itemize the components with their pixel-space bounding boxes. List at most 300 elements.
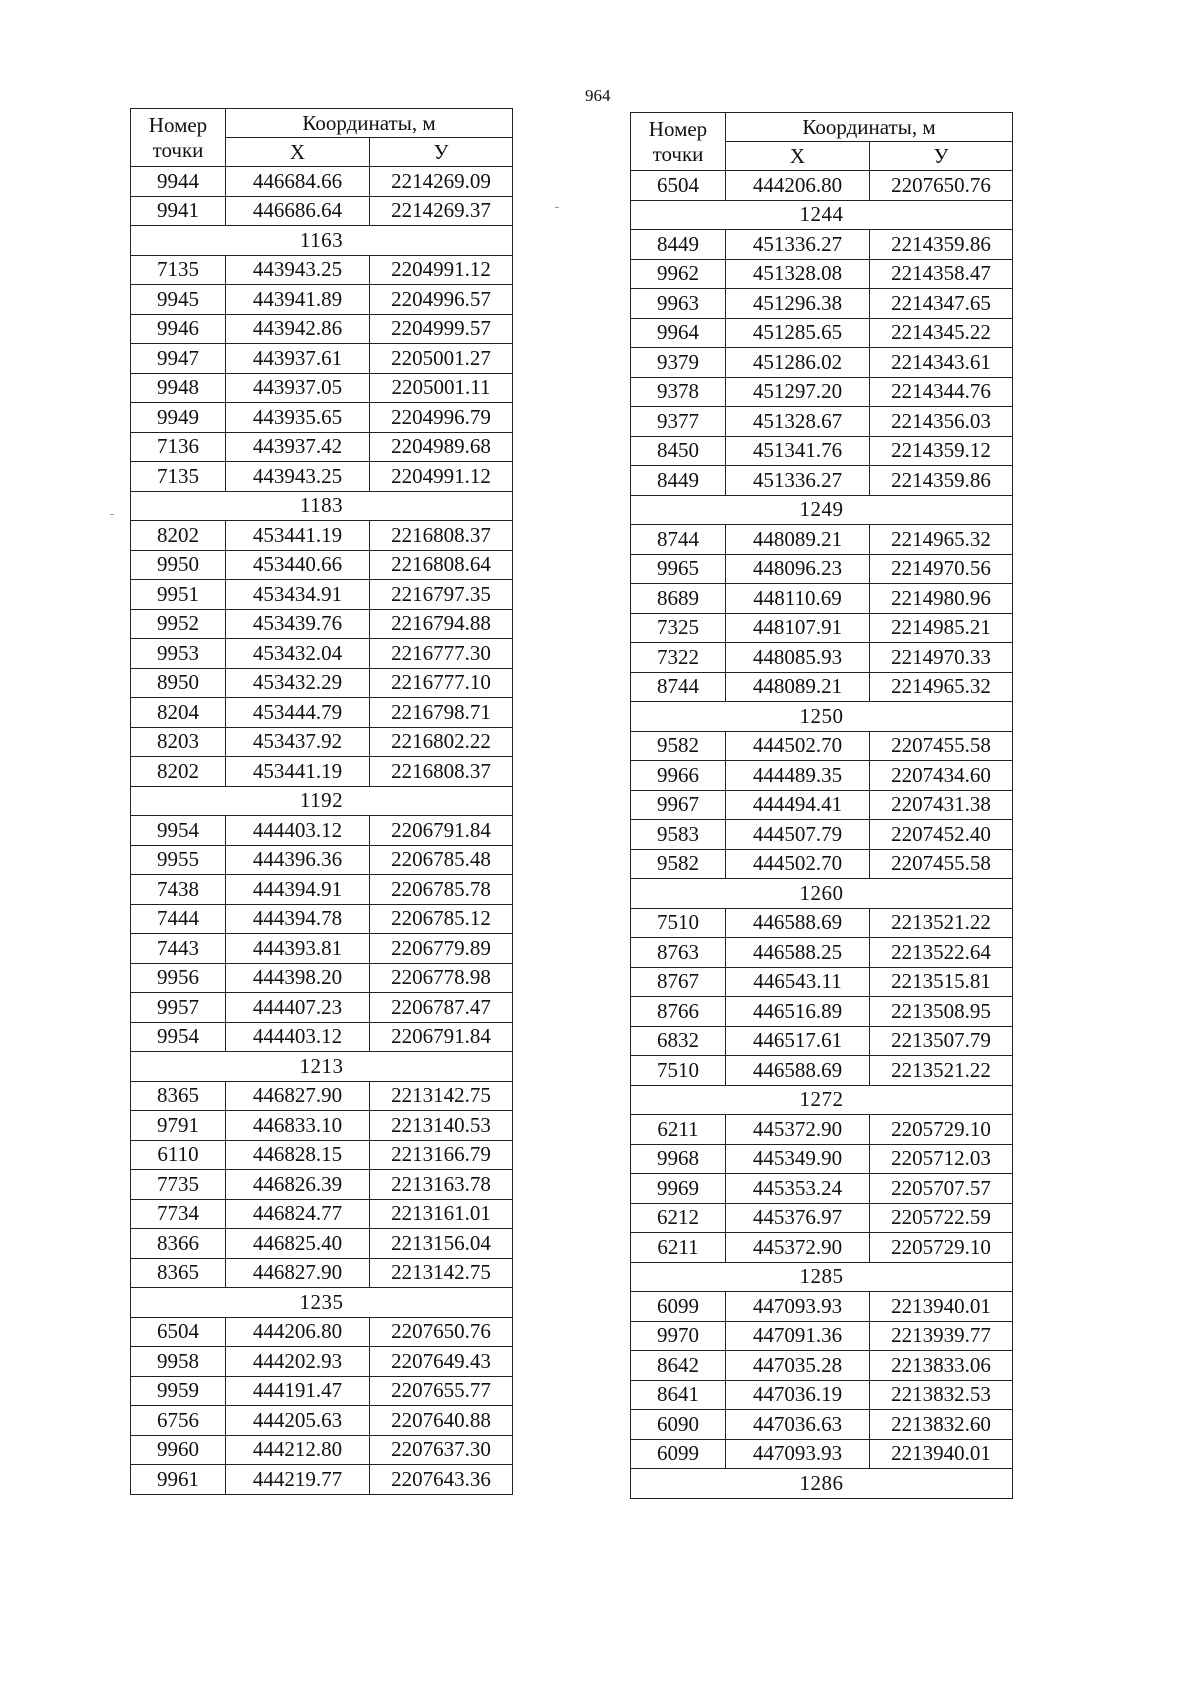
section-number: 1249	[631, 495, 1013, 525]
point-number-cell: 6211	[631, 1115, 726, 1145]
point-number-cell: 9963	[631, 289, 726, 319]
point-number-cell: 9949	[131, 403, 226, 433]
point-number-cell: 7438	[131, 875, 226, 905]
table-row	[131, 521, 513, 551]
point-number-cell: 9379	[631, 348, 726, 378]
x-coordinate-cell: 445353.24	[726, 1174, 870, 1204]
table-row	[631, 1351, 1013, 1381]
x-coordinate-cell: 444205.63	[226, 1406, 370, 1436]
point-number-cell: 6756	[131, 1406, 226, 1436]
point-number-cell: 7443	[131, 934, 226, 964]
table-row	[631, 1026, 1013, 1056]
table-row	[631, 790, 1013, 820]
y-coordinate-cell: 2214345.22	[870, 318, 1013, 348]
coordinates-header: Координаты, м	[726, 113, 1013, 142]
y-coordinate-cell: 2206785.48	[370, 845, 513, 875]
coordinates-header: Координаты, м	[226, 109, 513, 138]
y-coordinate-cell: 2207643.36	[370, 1465, 513, 1495]
y-coordinate-cell: 2206785.12	[370, 904, 513, 934]
point-number-cell: 6090	[631, 1410, 726, 1440]
table-row	[631, 613, 1013, 643]
table-row	[131, 1347, 513, 1377]
scan-mark	[555, 207, 559, 208]
table-body-left	[131, 167, 513, 1495]
x-coordinate-cell: 444398.20	[226, 963, 370, 993]
x-coordinate-cell: 446828.15	[226, 1140, 370, 1170]
x-coordinate-cell: 446827.90	[226, 1081, 370, 1111]
x-coordinate-cell: 453441.19	[226, 757, 370, 787]
y-coordinate-cell: 2206778.98	[370, 963, 513, 993]
y-coordinate-cell: 2205712.03	[870, 1144, 1013, 1174]
x-coordinate-cell: 446588.69	[726, 908, 870, 938]
point-number-cell: 9948	[131, 373, 226, 403]
table-row	[631, 259, 1013, 289]
point-number-cell: 8449	[631, 466, 726, 496]
y-coordinate-cell: 2214269.37	[370, 196, 513, 226]
point-number-cell: 9791	[131, 1111, 226, 1141]
section-row	[631, 879, 1013, 909]
table-row	[631, 1292, 1013, 1322]
table-row	[131, 550, 513, 580]
y-coordinate-cell: 2213833.06	[870, 1351, 1013, 1381]
y-coordinate-cell: 2207431.38	[870, 790, 1013, 820]
x-coordinate-cell: 443937.05	[226, 373, 370, 403]
point-number-cell: 9969	[631, 1174, 726, 1204]
point-number-cell: 9951	[131, 580, 226, 610]
x-coordinate-cell: 444219.77	[226, 1465, 370, 1495]
table-row	[631, 731, 1013, 761]
point-number-cell: 9964	[631, 318, 726, 348]
table-row	[631, 997, 1013, 1027]
y-coordinate-cell: 2205722.59	[870, 1203, 1013, 1233]
table-row	[131, 816, 513, 846]
point-number-cell: 9970	[631, 1321, 726, 1351]
x-coordinate-cell: 446588.69	[726, 1056, 870, 1086]
x-coordinate-cell: 453432.29	[226, 668, 370, 698]
y-coordinate-cell: 2213522.64	[870, 938, 1013, 968]
section-row	[131, 226, 513, 256]
y-coordinate-cell: 2216802.22	[370, 727, 513, 757]
x-coordinate-cell: 447036.63	[726, 1410, 870, 1440]
y-coordinate-cell: 2214965.32	[870, 525, 1013, 555]
table-row	[631, 1380, 1013, 1410]
table-row	[131, 1229, 513, 1259]
x-coordinate-cell: 444202.93	[226, 1347, 370, 1377]
x-coordinate-cell: 453437.92	[226, 727, 370, 757]
x-coordinate-cell: 443943.25	[226, 462, 370, 492]
point-number-cell: 9966	[631, 761, 726, 791]
point-number-cell: 6099	[631, 1439, 726, 1469]
point-number-cell: 9968	[631, 1144, 726, 1174]
point-number-cell: 8766	[631, 997, 726, 1027]
table-row	[131, 727, 513, 757]
y-coordinate-cell: 2207649.43	[370, 1347, 513, 1377]
point-number-cell: 9960	[131, 1435, 226, 1465]
x-coordinate-cell: 444394.78	[226, 904, 370, 934]
point-number-cell: 8450	[631, 436, 726, 466]
y-coordinate-cell: 2213166.79	[370, 1140, 513, 1170]
y-coordinate-cell: 2204996.79	[370, 403, 513, 433]
point-number-cell: 7734	[131, 1199, 226, 1229]
y-coordinate-cell: 2214970.33	[870, 643, 1013, 673]
table-row	[631, 761, 1013, 791]
x-coordinate-cell: 443937.61	[226, 344, 370, 374]
table-row	[631, 554, 1013, 584]
y-coordinate-cell: 2207650.76	[370, 1317, 513, 1347]
y-coordinate-cell: 2214985.21	[870, 613, 1013, 643]
table-row	[131, 580, 513, 610]
section-number: 1250	[631, 702, 1013, 732]
y-coordinate-cell: 2216777.30	[370, 639, 513, 669]
point-number-cell: 9965	[631, 554, 726, 584]
section-row	[631, 200, 1013, 230]
section-number: 1183	[131, 491, 513, 521]
point-number-cell: 7325	[631, 613, 726, 643]
x-coordinate-cell: 446516.89	[726, 997, 870, 1027]
table-row	[631, 672, 1013, 702]
table-row	[131, 934, 513, 964]
y-column-header: У	[870, 142, 1013, 171]
x-coordinate-cell: 446824.77	[226, 1199, 370, 1229]
y-coordinate-cell: 2207650.76	[870, 171, 1013, 201]
x-coordinate-cell: 444502.70	[726, 849, 870, 879]
table-row	[131, 639, 513, 669]
table-row	[131, 462, 513, 492]
point-number-cell: 8203	[131, 727, 226, 757]
table-row	[631, 643, 1013, 673]
y-coordinate-cell: 2204991.12	[370, 462, 513, 492]
x-coordinate-cell: 453434.91	[226, 580, 370, 610]
point-number-cell: 9959	[131, 1376, 226, 1406]
table-row	[131, 196, 513, 226]
x-coordinate-cell: 451328.08	[726, 259, 870, 289]
x-coordinate-cell: 451328.67	[726, 407, 870, 437]
x-coordinate-cell: 444212.80	[226, 1435, 370, 1465]
table-row	[131, 344, 513, 374]
y-coordinate-cell: 2214970.56	[870, 554, 1013, 584]
y-coordinate-cell: 2207655.77	[370, 1376, 513, 1406]
section-number: 1286	[631, 1469, 1013, 1499]
y-coordinate-cell: 2206791.84	[370, 816, 513, 846]
point-number-cell: 9946	[131, 314, 226, 344]
point-number-cell: 9941	[131, 196, 226, 226]
y-coordinate-cell: 2205001.11	[370, 373, 513, 403]
point-number-cell: 7135	[131, 255, 226, 285]
x-coordinate-cell: 448085.93	[726, 643, 870, 673]
x-coordinate-cell: 453444.79	[226, 698, 370, 728]
y-coordinate-cell: 2213140.53	[370, 1111, 513, 1141]
section-row	[631, 495, 1013, 525]
y-coordinate-cell: 2204999.57	[370, 314, 513, 344]
point-number-cell: 7510	[631, 908, 726, 938]
point-number-cell: 9953	[131, 639, 226, 669]
section-number: 1285	[631, 1262, 1013, 1292]
x-coordinate-cell: 443941.89	[226, 285, 370, 315]
table-row	[131, 1022, 513, 1052]
table-row	[631, 436, 1013, 466]
x-coordinate-cell: 453440.66	[226, 550, 370, 580]
point-number-cell: 8202	[131, 521, 226, 551]
y-coordinate-cell: 2216808.37	[370, 521, 513, 551]
section-number: 1163	[131, 226, 513, 256]
point-number-cell: 8744	[631, 525, 726, 555]
y-coordinate-cell: 2216808.64	[370, 550, 513, 580]
x-coordinate-cell: 448089.21	[726, 672, 870, 702]
table-row	[631, 1203, 1013, 1233]
table-row	[131, 963, 513, 993]
y-coordinate-cell: 2213521.22	[870, 1056, 1013, 1086]
y-coordinate-cell: 2207455.58	[870, 731, 1013, 761]
x-coordinate-cell: 451285.65	[726, 318, 870, 348]
y-coordinate-cell: 2214359.86	[870, 466, 1013, 496]
point-number-cell: 9947	[131, 344, 226, 374]
x-coordinate-cell: 445349.90	[726, 1144, 870, 1174]
y-coordinate-cell: 2205729.10	[870, 1115, 1013, 1145]
x-coordinate-cell: 446686.64	[226, 196, 370, 226]
table-row	[631, 820, 1013, 850]
coordinates-table-left	[130, 108, 513, 1495]
table-row	[631, 1410, 1013, 1440]
x-coordinate-cell: 447036.19	[726, 1380, 870, 1410]
point-number-cell: 7735	[131, 1170, 226, 1200]
point-number-cell: 6211	[631, 1233, 726, 1263]
table-row	[131, 668, 513, 698]
y-coordinate-cell: 2214343.61	[870, 348, 1013, 378]
point-number-cell: 6504	[131, 1317, 226, 1347]
table-row	[131, 993, 513, 1023]
x-coordinate-cell: 445376.97	[726, 1203, 870, 1233]
x-coordinate-cell: 447093.93	[726, 1292, 870, 1322]
x-coordinate-cell: 448089.21	[726, 525, 870, 555]
point-number-cell: 9582	[631, 849, 726, 879]
point-number-cell: 9957	[131, 993, 226, 1023]
x-coordinate-cell: 445372.90	[726, 1233, 870, 1263]
table-row	[131, 314, 513, 344]
table-row	[631, 938, 1013, 968]
point-number-cell: 7444	[131, 904, 226, 934]
y-coordinate-cell: 2206779.89	[370, 934, 513, 964]
x-coordinate-cell: 453441.19	[226, 521, 370, 551]
table-row	[631, 1115, 1013, 1145]
table-row	[631, 908, 1013, 938]
table-row	[631, 466, 1013, 496]
y-coordinate-cell: 2213142.75	[370, 1258, 513, 1288]
section-row	[631, 1085, 1013, 1115]
point-number-cell: 9967	[631, 790, 726, 820]
x-coordinate-cell: 446684.66	[226, 167, 370, 197]
x-coordinate-cell: 451296.38	[726, 289, 870, 319]
y-coordinate-cell: 2214359.86	[870, 230, 1013, 260]
x-coordinate-cell: 447091.36	[726, 1321, 870, 1351]
point-number-header: Номер точки	[631, 113, 726, 171]
y-coordinate-cell: 2214965.32	[870, 672, 1013, 702]
y-coordinate-cell: 2213832.60	[870, 1410, 1013, 1440]
table-row	[131, 1376, 513, 1406]
y-coordinate-cell: 2207455.58	[870, 849, 1013, 879]
table-row	[631, 849, 1013, 879]
section-number: 1213	[131, 1052, 513, 1082]
section-number: 1192	[131, 786, 513, 816]
section-row	[631, 702, 1013, 732]
table-row	[631, 348, 1013, 378]
y-coordinate-cell: 2213508.95	[870, 997, 1013, 1027]
x-coordinate-cell: 446517.61	[726, 1026, 870, 1056]
x-coordinate-cell: 448110.69	[726, 584, 870, 614]
table-row	[131, 432, 513, 462]
x-coordinate-cell: 444502.70	[726, 731, 870, 761]
point-number-cell: 8641	[631, 1380, 726, 1410]
table-row	[631, 230, 1013, 260]
x-coordinate-cell: 444403.12	[226, 816, 370, 846]
point-number-cell: 9950	[131, 550, 226, 580]
y-coordinate-cell: 2213142.75	[370, 1081, 513, 1111]
x-coordinate-cell: 443942.86	[226, 314, 370, 344]
point-number-cell: 9377	[631, 407, 726, 437]
x-coordinate-cell: 451297.20	[726, 377, 870, 407]
table-row	[631, 584, 1013, 614]
x-coordinate-cell: 444394.91	[226, 875, 370, 905]
table-row	[131, 609, 513, 639]
page-number: 964	[585, 86, 611, 105]
point-number-cell: 8204	[131, 698, 226, 728]
table-body-right	[631, 171, 1013, 1499]
x-coordinate-cell: 444206.80	[226, 1317, 370, 1347]
table-row	[131, 403, 513, 433]
x-column-header: X	[726, 142, 870, 171]
y-coordinate-cell: 2214358.47	[870, 259, 1013, 289]
x-coordinate-cell: 444393.81	[226, 934, 370, 964]
point-number-cell: 8950	[131, 668, 226, 698]
y-coordinate-cell: 2213521.22	[870, 908, 1013, 938]
x-coordinate-cell: 444407.23	[226, 993, 370, 1023]
table-row	[631, 1321, 1013, 1351]
point-number-cell: 6212	[631, 1203, 726, 1233]
table-row	[131, 904, 513, 934]
point-number-cell: 9945	[131, 285, 226, 315]
x-coordinate-cell: 444403.12	[226, 1022, 370, 1052]
point-number-cell: 8365	[131, 1258, 226, 1288]
section-row	[131, 786, 513, 816]
y-coordinate-cell: 2206787.47	[370, 993, 513, 1023]
y-coordinate-cell: 2214356.03	[870, 407, 1013, 437]
x-coordinate-cell: 448096.23	[726, 554, 870, 584]
x-coordinate-cell: 451336.27	[726, 466, 870, 496]
x-coordinate-cell: 443943.25	[226, 255, 370, 285]
y-coordinate-cell: 2204991.12	[370, 255, 513, 285]
table-row	[131, 1199, 513, 1229]
x-coordinate-cell: 451286.02	[726, 348, 870, 378]
table-row	[631, 1144, 1013, 1174]
y-coordinate-cell: 2207637.30	[370, 1435, 513, 1465]
table-row	[131, 1140, 513, 1170]
table-row	[631, 1174, 1013, 1204]
section-row	[631, 1469, 1013, 1499]
table-row	[131, 845, 513, 875]
y-coordinate-cell: 2213161.01	[370, 1199, 513, 1229]
point-number-cell: 9582	[631, 731, 726, 761]
x-coordinate-cell: 446825.40	[226, 1229, 370, 1259]
y-coordinate-cell: 2216808.37	[370, 757, 513, 787]
point-number-cell: 9956	[131, 963, 226, 993]
point-number-cell: 6504	[631, 171, 726, 201]
x-coordinate-cell: 448107.91	[726, 613, 870, 643]
y-coordinate-cell: 2216798.71	[370, 698, 513, 728]
coordinates-table-right	[630, 112, 1013, 1499]
point-number-header: Номер точки	[131, 109, 226, 167]
point-number-cell: 8202	[131, 757, 226, 787]
point-number-cell: 9378	[631, 377, 726, 407]
y-coordinate-cell: 2213939.77	[870, 1321, 1013, 1351]
x-coordinate-cell: 451336.27	[726, 230, 870, 260]
x-coordinate-cell: 444494.41	[726, 790, 870, 820]
point-number-cell: 9962	[631, 259, 726, 289]
point-number-cell: 8366	[131, 1229, 226, 1259]
x-coordinate-cell: 446826.39	[226, 1170, 370, 1200]
point-number-cell: 7136	[131, 432, 226, 462]
point-number-cell: 9961	[131, 1465, 226, 1495]
y-coordinate-cell: 2213515.81	[870, 967, 1013, 997]
y-coordinate-cell: 2205001.27	[370, 344, 513, 374]
table-row	[631, 1439, 1013, 1469]
x-column-header: X	[226, 138, 370, 167]
x-coordinate-cell: 453439.76	[226, 609, 370, 639]
table-row	[631, 377, 1013, 407]
table-row	[131, 757, 513, 787]
table-row	[131, 875, 513, 905]
table-row	[631, 289, 1013, 319]
point-number-cell: 8763	[631, 938, 726, 968]
table-row	[131, 1435, 513, 1465]
point-number-cell: 6099	[631, 1292, 726, 1322]
table-row	[131, 285, 513, 315]
x-coordinate-cell: 444191.47	[226, 1376, 370, 1406]
table-row	[131, 1258, 513, 1288]
point-number-cell: 8365	[131, 1081, 226, 1111]
y-coordinate-cell: 2213163.78	[370, 1170, 513, 1200]
table-row	[131, 255, 513, 285]
table-row	[131, 1317, 513, 1347]
y-coordinate-cell: 2216777.10	[370, 668, 513, 698]
y-coordinate-cell: 2206785.78	[370, 875, 513, 905]
point-number-cell: 8689	[631, 584, 726, 614]
point-number-cell: 7135	[131, 462, 226, 492]
table-row	[131, 1111, 513, 1141]
table-row	[631, 967, 1013, 997]
table-row	[631, 318, 1013, 348]
table-row	[631, 525, 1013, 555]
y-coordinate-cell: 2214359.12	[870, 436, 1013, 466]
scan-mark	[110, 514, 114, 515]
point-number-cell: 9583	[631, 820, 726, 850]
section-row	[131, 1288, 513, 1318]
y-coordinate-cell: 2214269.09	[370, 167, 513, 197]
point-number-cell: 8744	[631, 672, 726, 702]
point-number-cell: 7322	[631, 643, 726, 673]
section-number: 1235	[131, 1288, 513, 1318]
x-coordinate-cell: 446543.11	[726, 967, 870, 997]
point-number-cell: 9952	[131, 609, 226, 639]
table-row	[131, 1170, 513, 1200]
x-coordinate-cell: 444489.35	[726, 761, 870, 791]
x-coordinate-cell: 446833.10	[226, 1111, 370, 1141]
x-coordinate-cell: 445372.90	[726, 1115, 870, 1145]
section-row	[131, 1052, 513, 1082]
point-number-cell: 8767	[631, 967, 726, 997]
point-number-cell: 8449	[631, 230, 726, 260]
y-column-header: У	[370, 138, 513, 167]
y-coordinate-cell: 2207434.60	[870, 761, 1013, 791]
point-number-cell: 9954	[131, 1022, 226, 1052]
